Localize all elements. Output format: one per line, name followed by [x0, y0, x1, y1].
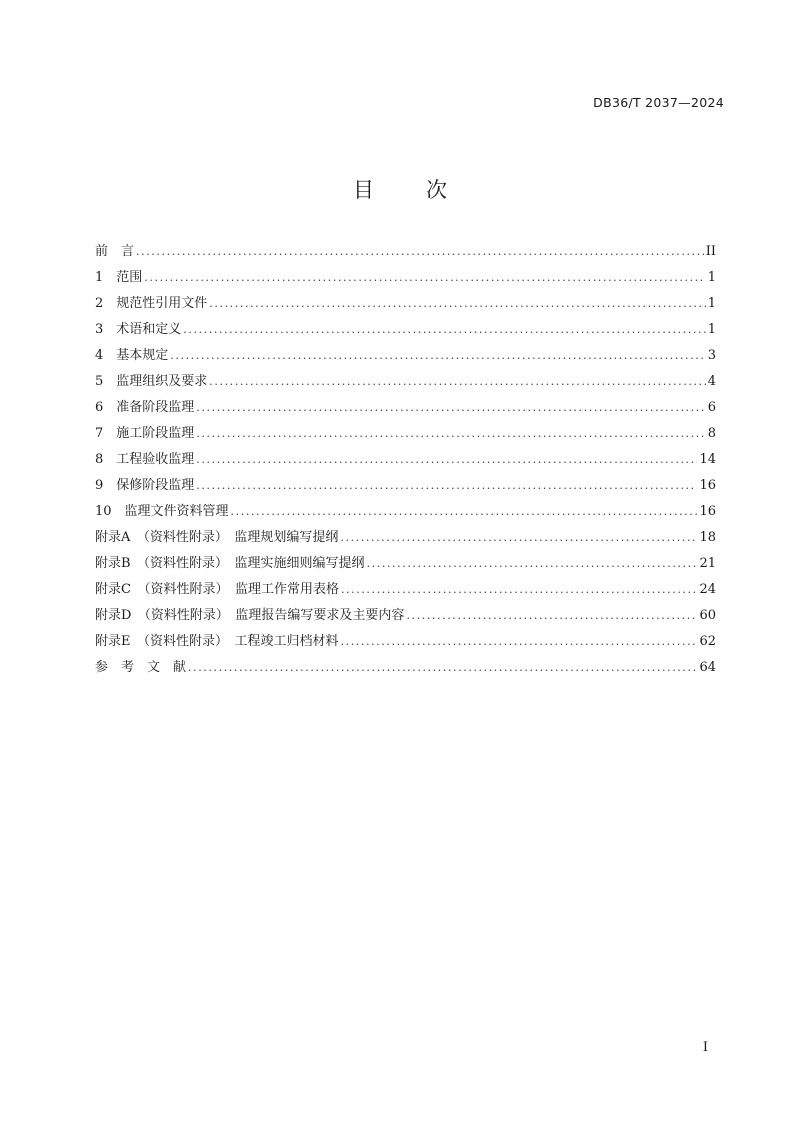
toc-entry-page: 8 [707, 426, 716, 441]
toc-entry-page: 18 [699, 530, 716, 545]
toc-entry-label: 9 保修阶段监理 [95, 478, 195, 493]
toc-entry-page: 1 [707, 296, 716, 311]
toc-leader-dots [341, 583, 698, 596]
toc-entry-appendix-d[interactable] [95, 604, 716, 630]
toc-leader-dots [209, 297, 705, 310]
toc-leader-dots [196, 479, 697, 492]
toc-leader-dots [340, 531, 697, 544]
toc-entry-label: 4 基本规定 [95, 348, 169, 363]
toc-entry-bibliography[interactable] [95, 656, 716, 682]
toc-entry-page: 4 [707, 374, 716, 389]
toc-entry-label: 附录E （资料性附录） 工程竣工归档材料 [95, 634, 339, 649]
page-title-char-1: 目 [353, 178, 374, 202]
toc-entry-normative-references[interactable] [95, 292, 716, 318]
toc-entry-terms-definitions[interactable] [95, 318, 716, 344]
toc-entry-page: 14 [699, 452, 716, 467]
toc-entry-label: 前 言 [95, 244, 135, 259]
toc-leader-dots [170, 349, 705, 362]
toc-leader-dots [231, 505, 698, 518]
table-of-contents [95, 240, 716, 682]
toc-leader-dots [196, 401, 705, 414]
toc-entry-label: 2 规范性引用文件 [95, 296, 208, 311]
toc-leader-dots [144, 271, 705, 284]
toc-entry-page: 1 [707, 270, 716, 285]
toc-entry-page: 1 [707, 322, 716, 337]
toc-entry-label: 3 术语和定义 [95, 322, 182, 337]
toc-entry-page: 3 [707, 348, 716, 363]
toc-entry-basic-provisions[interactable] [95, 344, 716, 370]
toc-entry-page: 16 [699, 478, 716, 493]
toc-entry-page: 64 [699, 660, 716, 675]
toc-entry-page: 6 [707, 400, 716, 415]
toc-entry-page: 60 [699, 608, 716, 623]
toc-entry-foreword[interactable] [95, 240, 716, 266]
toc-leader-dots [209, 375, 705, 388]
toc-leader-dots [341, 635, 698, 648]
toc-entry-document-management[interactable] [95, 500, 716, 526]
toc-entry-label: 附录D （资料性附录） 监理报告编写要求及主要内容 [95, 608, 405, 623]
toc-entry-page: 24 [699, 582, 716, 597]
toc-entry-preparation-stage[interactable] [95, 396, 716, 422]
toc-entry-page: II [705, 244, 716, 259]
toc-entry-page: 16 [699, 504, 716, 519]
toc-entry-appendix-b[interactable] [95, 552, 716, 578]
toc-entry-label: 附录B （资料性附录） 监理实施细则编写提纲 [95, 556, 365, 571]
toc-entry-page: 21 [699, 556, 716, 571]
toc-entry-acceptance[interactable] [95, 448, 716, 474]
page-title [0, 174, 800, 204]
toc-entry-construction-stage[interactable] [95, 422, 716, 448]
toc-leader-dots [367, 557, 698, 570]
toc-entry-supervision-organization[interactable] [95, 370, 716, 396]
toc-leader-dots [196, 453, 697, 466]
toc-entry-label: 1 范围 [95, 270, 143, 285]
toc-entry-label: 5 监理组织及要求 [95, 374, 208, 389]
toc-entry-appendix-a[interactable] [95, 526, 716, 552]
toc-entry-page: 62 [699, 634, 716, 649]
toc-entry-label: 8 工程验收监理 [95, 452, 195, 467]
toc-entry-appendix-c[interactable] [95, 578, 716, 604]
page-number: I [702, 1040, 708, 1055]
toc-leader-dots [196, 427, 705, 440]
document-code: DB36/T 2037—2024 [593, 95, 724, 110]
toc-entry-label: 6 准备阶段监理 [95, 400, 195, 415]
toc-entry-label: 7 施工阶段监理 [95, 426, 195, 441]
toc-entry-warranty-stage[interactable] [95, 474, 716, 500]
toc-leader-dots [183, 323, 705, 336]
toc-entry-label: 附录A （资料性附录） 监理规划编写提纲 [95, 530, 339, 545]
toc-entry-label: 附录C （资料性附录） 监理工作常用表格 [95, 582, 339, 597]
toc-entry-scope[interactable] [95, 266, 716, 292]
toc-leader-dots [188, 661, 697, 674]
toc-entry-label: 10 监理文件资料管理 [95, 504, 229, 519]
page-title-char-2: 次 [426, 178, 447, 202]
toc-leader-dots [406, 609, 697, 622]
toc-entry-label: 参 考 文 献 [95, 660, 187, 675]
toc-leader-dots [136, 245, 704, 258]
toc-entry-appendix-e[interactable] [95, 630, 716, 656]
